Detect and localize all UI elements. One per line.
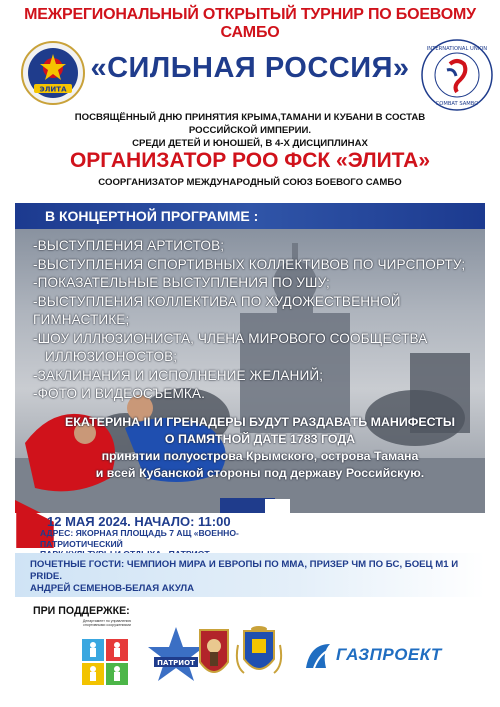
manifest-line-1: ЕКАТЕРИНА II И ГРЕНАДЕРЫ БУДУТ РАЗДАВАТЬ МАНИФЕСТЫ xyxy=(65,415,455,429)
combat-sambo-logo-top-text: INTERNATIONAL UNION xyxy=(426,46,488,52)
guests-line-2: АНДРЕЙ СЕМЕНОВ-БЕЛАЯ АКУЛА xyxy=(30,583,195,594)
program-item: -ШОУ ИЛЛЮЗИОНИСТА, ЧЛЕНА МИРОВОГО СООБЩЕСТВА xyxy=(33,330,428,346)
manifest-announcement xyxy=(40,414,480,482)
main-title: «СИЛЬНАЯ РОССИЯ» xyxy=(90,52,410,84)
sports-department-caption: Департамент по управлению спортивными сооружениями xyxy=(82,619,132,628)
manifest-line-3: принятии полуострова Крымского, острова Тамана xyxy=(101,449,419,463)
program-item: -ЗАКЛИНАНИЯ И ИСПОЛНЕНИЕ ЖЕЛАНИЙ; xyxy=(33,367,324,383)
program-heading: В КОНЦЕРТНОЙ ПРОГРАММЕ : xyxy=(45,208,259,224)
subtitle xyxy=(62,111,438,150)
program-item: -ВЫСТУПЛЕНИЯ СПОРТИВНЫХ КОЛЛЕКТИВОВ ПО ЧИРСПОРТУ; xyxy=(33,256,466,272)
city-coat-of-arms-logo xyxy=(234,625,284,683)
sports-department-logo xyxy=(76,617,136,687)
program-item: -ВЫСТУПЛЕНИЯ КОЛЛЕКТИВА ПО ХУДОЖЕСТВЕННОЙ ГИМНАСТИКЕ; xyxy=(33,293,401,327)
program-list xyxy=(33,237,483,404)
military-emblem-logo xyxy=(196,622,232,684)
program-item: -ВЫСТУПЛЕНИЯ АРТИСТОВ; xyxy=(33,238,225,253)
tournament-heading: МЕЖРЕГИОНАЛЬНЫЙ ОТКРЫТЫЙ ТУРНИР ПО БОЕВОМУ САМБО xyxy=(24,6,476,41)
manifest-line-2: О ПАМЯТНОЙ ДАТЕ 1783 ГОДА xyxy=(164,432,356,446)
combat-sambo-logo-bottom-text: COMBAT SAMBO xyxy=(435,101,479,107)
organizer-title: ОРГАНИЗАТОР РОО ФСК «ЭЛИТА» xyxy=(69,149,431,172)
coorganizer-line: СООРГАНИЗАТОР МЕЖДУНАРОДНЫЙ СОЮЗ БОЕВОГО САМБО xyxy=(98,177,402,188)
program-item: -ПОКАЗАТЕЛЬНЫЕ ВЫСТУПЛЕНИЯ ПО УШУ; xyxy=(33,275,330,290)
guests-line-1: ПОЧЕТНЫЕ ГОСТИ: ЧЕМПИОН МИРА И ЕВРОПЫ ПО ММА, ПРИЗЕР ЧМ ПО БС, БОЕЦ М1 И PRIDE. xyxy=(30,559,459,582)
patriot-logo-text: ПАТРИОТ xyxy=(157,659,195,667)
gazproekt-label: ГАЗПРОЕКТ xyxy=(336,645,442,664)
address-line-1: АДРЕС: ЯКОРНАЯ ПЛОЩАДЬ 7 АЩ «ВОЕННО-ПАТРИОТИЧЕСКИЙ xyxy=(40,528,239,549)
manifest-line-4: и всей Кубанской стороны под державу Российскую. xyxy=(95,466,425,480)
event-date: 12 МАЯ 2024. НАЧАЛО: 11:00 xyxy=(47,514,231,529)
program-item: ИЛЛЮЗИОНОСТОВ; xyxy=(45,349,178,364)
program-item: -ФОТО И ВИДЕОСЪЕМКА. xyxy=(33,386,205,401)
support-label: ПРИ ПОДДЕРЖКЕ: xyxy=(33,605,130,617)
elita-logo-text: ЭЛИТА xyxy=(39,85,67,94)
subtitle-line-2: СРЕДИ ДЕТЕЙ И ЮНОШЕЙ, В 4-Х ДИСЦИПЛИНАХ xyxy=(132,138,368,149)
honored-guests xyxy=(30,559,470,595)
subtitle-line-1: ПОСВЯЩЁННЫЙ ДНЮ ПРИНЯТИЯ КРЫМА,ТАМАНИ И КУБАНИ В СОСТАВ РОССИЙСКОЙ ИМПЕРИИ. xyxy=(74,112,426,136)
